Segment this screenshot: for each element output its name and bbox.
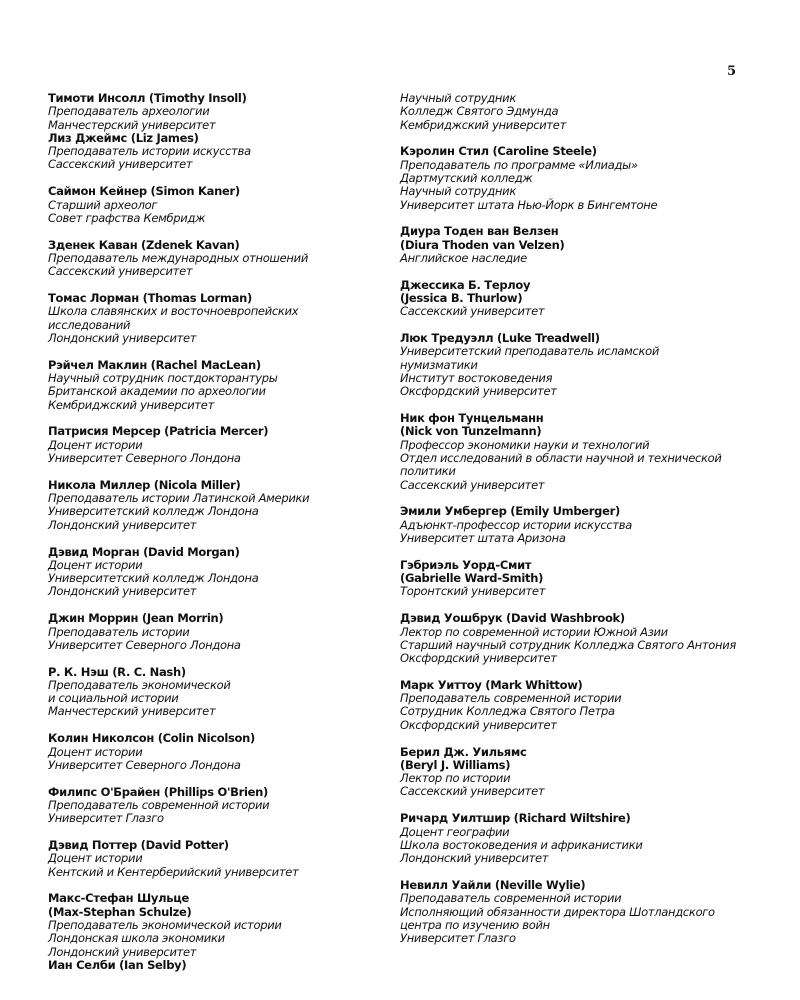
contributor-entry [400,679,750,732]
contributor-affiliation: Отдел исследований в области научной и технической [400,451,722,466]
contributor-affiliation: Институт востоковедения [400,371,553,386]
contributor-entry [48,546,378,599]
contributor-affiliation: Оксфордский университет [400,717,557,732]
contributor-affiliation: Университетский преподаватель исламской [400,344,660,359]
contributor-affiliation: Манчестерский университет [48,704,216,719]
contributor-entry [48,239,378,279]
contributor-name: Лиз Джеймс (Liz James) [48,130,199,145]
contributor-name: Тимоти Инсолл (Timothy Insoll) [48,91,247,105]
contributor-affiliation: Лондонский университет [48,584,197,599]
contributor-affiliation: Преподаватель истории [48,624,190,639]
contributor-affiliation: Лектор по современной истории Южной Азии [400,624,668,639]
contributor-affiliation: исследований [48,317,131,332]
contributor-affiliation: Преподаватель истории искусства [48,144,251,159]
contributor-name: (Jessica B. Thurlow) [400,291,523,306]
contributor-affiliation: Совет графства Кембридж [48,210,206,225]
contributor-entry [48,732,378,772]
contributor-name: Эмили Умбергер (Emily Umberger) [400,504,620,519]
contributor-name: Марк Уиттоу (Mark Whittow) [400,677,583,692]
contributor-entry [48,479,378,532]
contributor-affiliation: Адъюнкт-профессор истории искусства [400,517,632,532]
contributor-affiliation: Кембриджский университет [400,117,566,132]
contributor-name: (Diura Thoden van Velzen) [400,237,565,252]
contributor-entry [400,746,750,799]
contributor-affiliation: Сассекский университет [400,784,545,799]
contributor-affiliation: Кембриджский университет [48,397,214,412]
contributor-affiliation: Школа славянских и восточноевропейских [48,304,299,319]
contributor-affiliation: Преподаватель международных отношений [48,250,308,265]
contributor-affiliation: Манчестерский университет [48,117,216,132]
contributor-entry [48,612,378,652]
contributor-affiliation: Старший научный сотрудник Колледжа Святого Антония [400,637,737,652]
contributor-affiliation: Университетский колледж Лондона [48,571,259,586]
contributor-entry [48,959,378,972]
contributor-entry [400,279,750,319]
contributor-name: Гэбриэль Уорд-Смит [400,557,532,572]
contributor-name: Ник фон Тунцельманн [400,411,544,426]
contributor-affiliation: Преподаватель экономической [48,677,231,692]
contributor-entry [400,92,750,132]
contributor-affiliation: Лондонский университет [48,330,197,345]
contributor-affiliation: Преподаватель современной истории [48,797,270,812]
contributor-entry [48,359,378,412]
contributor-entry [400,879,750,945]
contributor-entry [400,612,750,665]
page-number: 5 [726,64,736,79]
contributor-affiliation: Дартмутский колледж [400,170,533,185]
contributor-entry [48,839,378,879]
contributor-affiliation: Преподаватель современной истории [400,891,622,906]
contributor-affiliation: Лектор по истории [400,771,511,786]
contributor-affiliation: Оксфордский университет [400,651,557,666]
contributor-entry [400,145,750,211]
contributor-entry [400,505,750,545]
contributor-name: Р. К. Нэш (R. C. Nash) [48,664,186,679]
contributor-affiliation: Кентский и Кентерберийский университет [48,864,299,879]
contributor-affiliation: Оксфордский университет [400,384,557,399]
contributor-name: Патрисия Мерсер (Patricia Mercer) [48,424,269,439]
contributor-name: Никола Миллер (Nicola Miller) [48,477,241,492]
contributor-affiliation: Университет штата Нью-Йорк в Бингемтоне [400,197,658,212]
contributor-affiliation: Лондонская школа экономики [48,931,225,946]
contributor-name: Филипс О'Брайен (Phillips O'Brien) [48,784,269,799]
contributor-affiliation: Сассекский университет [400,477,545,492]
contributor-affiliation: Школа востоковедения и африканистики [400,837,643,852]
contributor-affiliation: Сотрудник Колледжа Святого Петра [400,704,615,719]
contributor-affiliation: Исполняющий обязанности директора Шотландского [400,904,715,919]
contributor-name: (Nick von Tunzelmann) [400,424,542,439]
contributor-entry [400,559,750,599]
contributor-name: (Max-Stephan Schulze) [48,904,192,919]
contributor-affiliation: Доцент истории [48,437,143,452]
contributor-entry [400,812,750,865]
contributor-name: Саймон Кейнер (Simon Kaner) [48,184,240,199]
contributor-affiliation: Доцент истории [48,744,143,759]
left-column [48,92,378,986]
contributor-affiliation: Доцент истории [48,851,143,866]
contributor-affiliation: Университет Глазго [400,931,516,946]
contributor-affiliation: Научный сотрудник [400,91,516,105]
contributor-affiliation: Сассекский университет [400,304,545,319]
contributor-affiliation: Преподаватель по программе «Илиады» [400,157,638,172]
contributor-affiliation: нумизматики [400,357,478,372]
contributor-affiliation: политики [400,464,456,479]
contributor-affiliation: Торонтский университет [400,584,546,599]
contributor-affiliation: Университет Северного Лондона [48,637,241,652]
contributor-name: Кэролин Стил (Caroline Steele) [400,144,597,159]
contributor-name: Джин Моррин (Jean Morrin) [48,611,224,626]
contributor-affiliation: Английское наследие [400,250,527,265]
contributor-affiliation: Преподаватель экономической истории [48,918,282,933]
contributor-affiliation: Научный сотрудник [400,184,516,199]
contributor-name: Иан Селби (Ian Selby) [48,957,187,972]
contributor-affiliation: Британской академии по археологии [48,384,266,399]
contributor-name: (Gabrielle Ward-Smith) [400,571,544,586]
contributor-affiliation: Сассекский университет [48,157,193,172]
contributor-name: Невилл Уайли (Neville Wylie) [400,877,586,892]
contributor-name: Дэвид Уошбрук (David Washbrook) [400,611,625,626]
contributor-affiliation: Колледж Святого Эдмунда [400,104,559,119]
contributor-affiliation: Старший археолог [48,197,158,212]
contributor-name: Дэвид Поттер (David Potter) [48,838,229,853]
contributor-entry [400,225,750,265]
contributor-entry [48,666,378,719]
contributor-affiliation: Преподаватель истории Латинской Америки [48,491,310,506]
contributor-affiliation: Научный сотрудник постдокторантуры [48,371,278,386]
contributor-entry [48,292,378,345]
contributor-affiliation: Университетский колледж Лондона [48,504,259,519]
contributor-name: Люк Тредуэлл (Luke Treadwell) [400,331,600,346]
contributor-affiliation: Университет Северного Лондона [48,451,241,466]
contributor-name: Ричард Уилтшир (Richard Wiltshire) [400,811,631,826]
contributor-name: Джессика Б. Терлоу [400,277,531,292]
contributor-name: Томас Лорман (Thomas Lorman) [48,291,252,306]
contributor-name: Рэйчел Маклин (Rachel MacLean) [48,357,261,372]
contributor-name: Берил Дж. Уильямс [400,744,527,759]
contributor-entry [400,412,750,492]
contributor-affiliation: Сассекский университет [48,264,193,279]
contributor-name: (Beryl J. Williams) [400,757,511,772]
contributor-name: Зденек Каван (Zdenek Kavan) [48,237,240,252]
contributor-affiliation: Университет Глазго [48,811,164,826]
contributor-affiliation: Преподаватель археологии [48,104,210,119]
contributor-affiliation: центра по изучению войн [400,917,550,932]
contributor-entry [48,185,378,225]
right-column [400,92,750,959]
contributor-entry [48,425,378,465]
contributor-name: Макс-Стефан Шульце [48,891,189,906]
contributor-affiliation: Университет штата Аризона [400,531,566,546]
contributor-name: Колин Николсон (Colin Nicolson) [48,731,255,746]
contributor-entry [48,132,378,172]
contributor-affiliation: Университет Северного Лондона [48,757,241,772]
contributor-name: Диура Тоден ван Велзен [400,224,559,239]
contributor-affiliation: и социальной истории [48,691,179,706]
contributor-entry [48,786,378,826]
contributor-affiliation: Доцент истории [48,557,143,572]
contributor-entry [48,892,378,958]
contributor-affiliation: Преподаватель современной истории [400,691,622,706]
contributor-affiliation: Лондонский университет [48,517,197,532]
contributor-entry [48,92,378,132]
contributor-affiliation: Лондонский университет [48,944,197,959]
contributor-affiliation: Профессор экономики науки и технологий [400,437,650,452]
contributor-affiliation: Доцент географии [400,824,510,839]
contributor-affiliation: Лондонский университет [400,851,549,866]
contributor-name: Дэвид Морган (David Morgan) [48,544,240,559]
contributor-entry [400,332,750,398]
